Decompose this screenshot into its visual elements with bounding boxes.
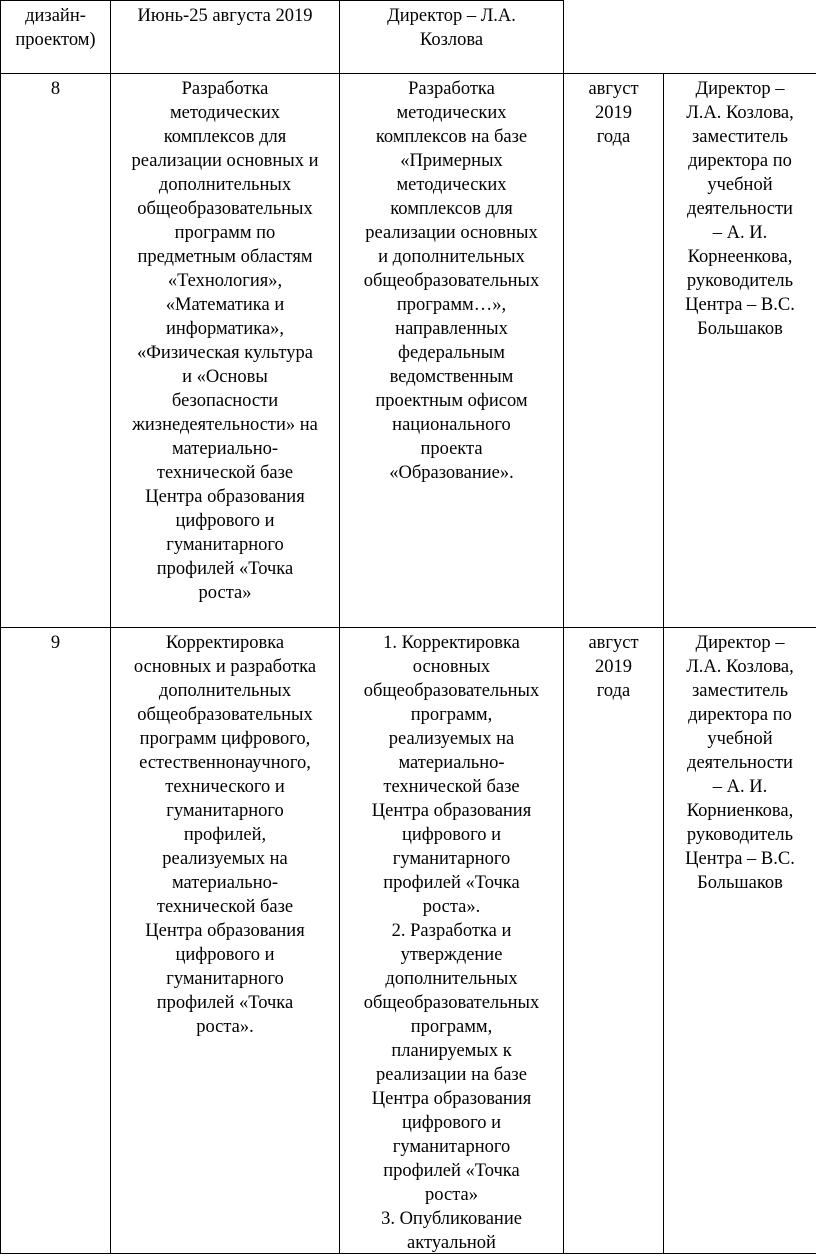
row-9-responsible: Директор – Л.А. Козлова, заместитель директора по учебной деятельности – А. И. Корниенкова, руководитель Центра – В.С. Большаков: [685, 633, 795, 893]
table-border-row-divider-2: [0, 627, 816, 628]
top-row-cell-3: Директор – Л.А. Козлова: [387, 6, 516, 50]
table-border-row-divider-1: [0, 73, 816, 74]
top-row-cell-1: дизайн- проектом): [15, 6, 96, 50]
row-9-number: 9: [50, 633, 61, 653]
row-9-result: 1. Корректировка основных общеобразовательных программ, реализуемых на материально- технической базе Центра образования цифрового и гуманитарного профилей «Точка роста». 2. Разработка и утверждение дополнительных общеобразовательных программ, планируемых к реализации на базе Центра образования цифрового и гуманитарного профилей «Точка роста» 3. Опубликование актуальной: [363, 633, 540, 1253]
row-8-activity: Разработка методических комплексов для реализации основных и дополнительных общеобразовательных программ по предметным областям «Технология», «Математика и информатика», «Физическая культура и «Основы безопасности жизнедеятельности» на материально- технической базе Центра образования цифрового и гуманитарного профилей «Точка роста»: [131, 79, 319, 603]
row-8-result: Разработка методических комплексов на базе «Примерных методических комплексов для реализации основных и дополнительных общеобразовательных программ…», направленных федеральным ведомственным проектным офисом национального проекта «Образование».: [363, 79, 540, 483]
top-row-cell-2: Июнь-25 августа 2019: [137, 6, 313, 26]
table-border-left: [0, 0, 1, 1254]
row-8-date: август 2019 года: [588, 79, 639, 147]
row-8-number: 8: [50, 79, 61, 99]
row-9-date: август 2019 года: [588, 633, 639, 701]
row-8-responsible: Директор – Л.А. Козлова, заместитель директора по учебной деятельности – А. И. Корнеенкова, руководитель Центра – В.С. Большаков: [685, 79, 795, 339]
row-9-activity: Корректировка основных и разработка дополнительных общеобразовательных программ цифрового, естественнонаучного, технического и гуманитарного профилей, реализуемых на материально- технической базе Центра образования цифрового и гуманитарного профилей «Точка роста».: [133, 633, 317, 1037]
table-border-top: [0, 0, 563, 1]
table-border-col-3: [563, 0, 564, 1254]
